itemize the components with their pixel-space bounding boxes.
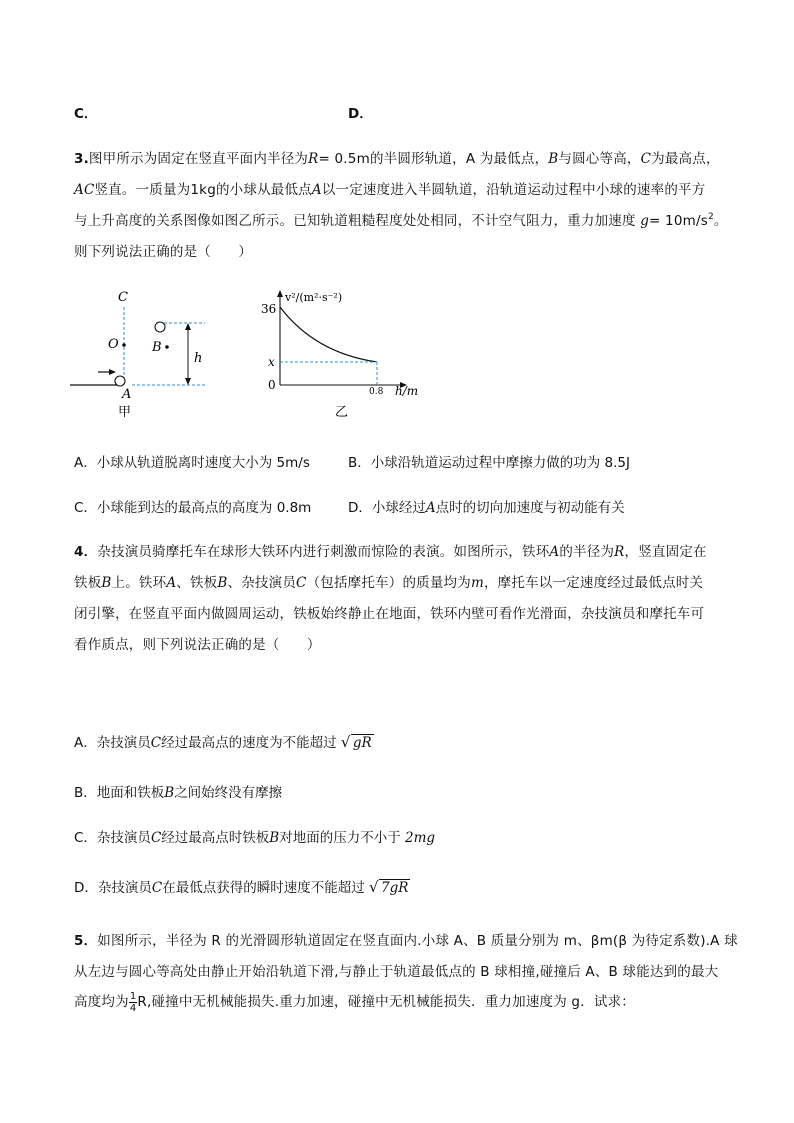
q5-line-2: 从左边与圆心等高处由静止开始沿轨道下滑,与静止于轨道最低点的 B 球相撞,碰撞后 A、B 球能达到的最大 [74, 964, 719, 980]
label-h: h [194, 351, 203, 366]
q4-option-d: D．杂技演员C在最低点获得的瞬时速度不能超过 √ 7gR [74, 878, 409, 896]
point-b [165, 345, 169, 349]
q4-option-b: B．地面和铁板B之间始终没有摩擦 [74, 785, 283, 801]
q3-line-2: AC竖直。一质量为1kg的小球从最低点A以一定速度进入半圆轨道，沿轨道运动过程中小球的速率的平方 [74, 182, 706, 198]
q4-line-2: 铁板B上。铁环A、铁板B、杂技演员C（包括摩托车）的质量均为m，摩托车以一定速度经过最低点时关 [74, 575, 704, 591]
figure-jia [70, 285, 220, 425]
label-c: C [118, 290, 128, 305]
data-curve [280, 307, 377, 362]
sqrt-7gr: √ 7gR [369, 878, 409, 896]
q4-option-c: C．杂技演员C经过最高点时铁板B对地面的压力不小于 2mg [74, 830, 436, 846]
label-b: B [152, 340, 162, 355]
label-a: A [122, 387, 132, 402]
q5-line-3: 高度均为 $\frac{1}{4}$ R,碰撞中无机械能损失.重力加速，碰撞中无机械能损失．重力加速度为 g．试求： [74, 990, 635, 1014]
q4-option-a: A．杂技演员C经过最高点的速度为不能超过 √ gR [74, 733, 372, 751]
figure-yi [255, 285, 430, 425]
q5-line-1: 5．如图所示，半径为 R 的光滑圆形轨道固定在竖直面内.小球 A、B 质量分别为 m、βm(β 为待定系数).A 球 [74, 933, 738, 949]
ball-b [155, 322, 165, 332]
q3-option-a: A．小球从轨道脱离时速度大小为 5m/s [74, 455, 310, 471]
origin-label: 0 [268, 378, 276, 392]
sqrt-gr: √ gR [340, 733, 372, 751]
option-d-label: D． [348, 106, 373, 122]
x-axis-label: h/m [395, 384, 419, 398]
q3-option-d: D．小球经过A点时的切向加速度与初动能有关 [348, 500, 625, 516]
fraction-one-quarter: $\frac{1}{4}$ [129, 990, 137, 1014]
q4-line-3: 闭引擎，在竖直平面内做圆周运动，铁板始终静止在地面，铁环内壁可看作光滑面，杂技演员和摩托车可 [74, 606, 705, 622]
y-x-label: x [268, 355, 275, 369]
caption-yi: 乙 [335, 405, 349, 420]
caption-jia: 甲 [118, 405, 132, 420]
q3-number: 3. [74, 151, 89, 167]
center-o [122, 343, 126, 347]
y-axis-label: v²/(m²·s⁻²) [285, 291, 343, 304]
q3-line-4: 则下列说法正确的是（ ） [74, 244, 253, 260]
option-c-label: C． [74, 106, 98, 122]
ball-a [115, 376, 125, 386]
q4-number: 4． [74, 544, 98, 560]
q4-line-4: 看作质点，则下列说法正确的是（ ） [74, 637, 321, 653]
q3-line-3: 与上升高度的关系图像如图乙所示。已知轨道粗糙程度处处相同，不计空气阻力，重力加速度 $g= 10m/s^2$。 [74, 212, 728, 229]
q4-line-1: 4．杂技演员骑摩托车在球形大铁环内进行刺激而惊险的表演。如图所示，铁环A的半径为R，竖直固定在 [74, 544, 707, 560]
q3-option-c: C．小球能到达的最高点的高度为 0.8m [74, 500, 312, 516]
q5-number: 5． [74, 933, 98, 949]
x-tick-label: 0.8 [369, 387, 384, 397]
label-o: O [108, 337, 119, 352]
q3-option-b: B．小球沿轨道运动过程中摩擦力做的功为 8.5J [348, 455, 631, 471]
q3-line-1: 3.图甲所示为固定在竖直平面内半径为R= 0.5m的半圆形轨道，A 为最低点，B与圆心等高，C为最高点， [74, 151, 720, 167]
y-max-label: 36 [261, 302, 277, 316]
